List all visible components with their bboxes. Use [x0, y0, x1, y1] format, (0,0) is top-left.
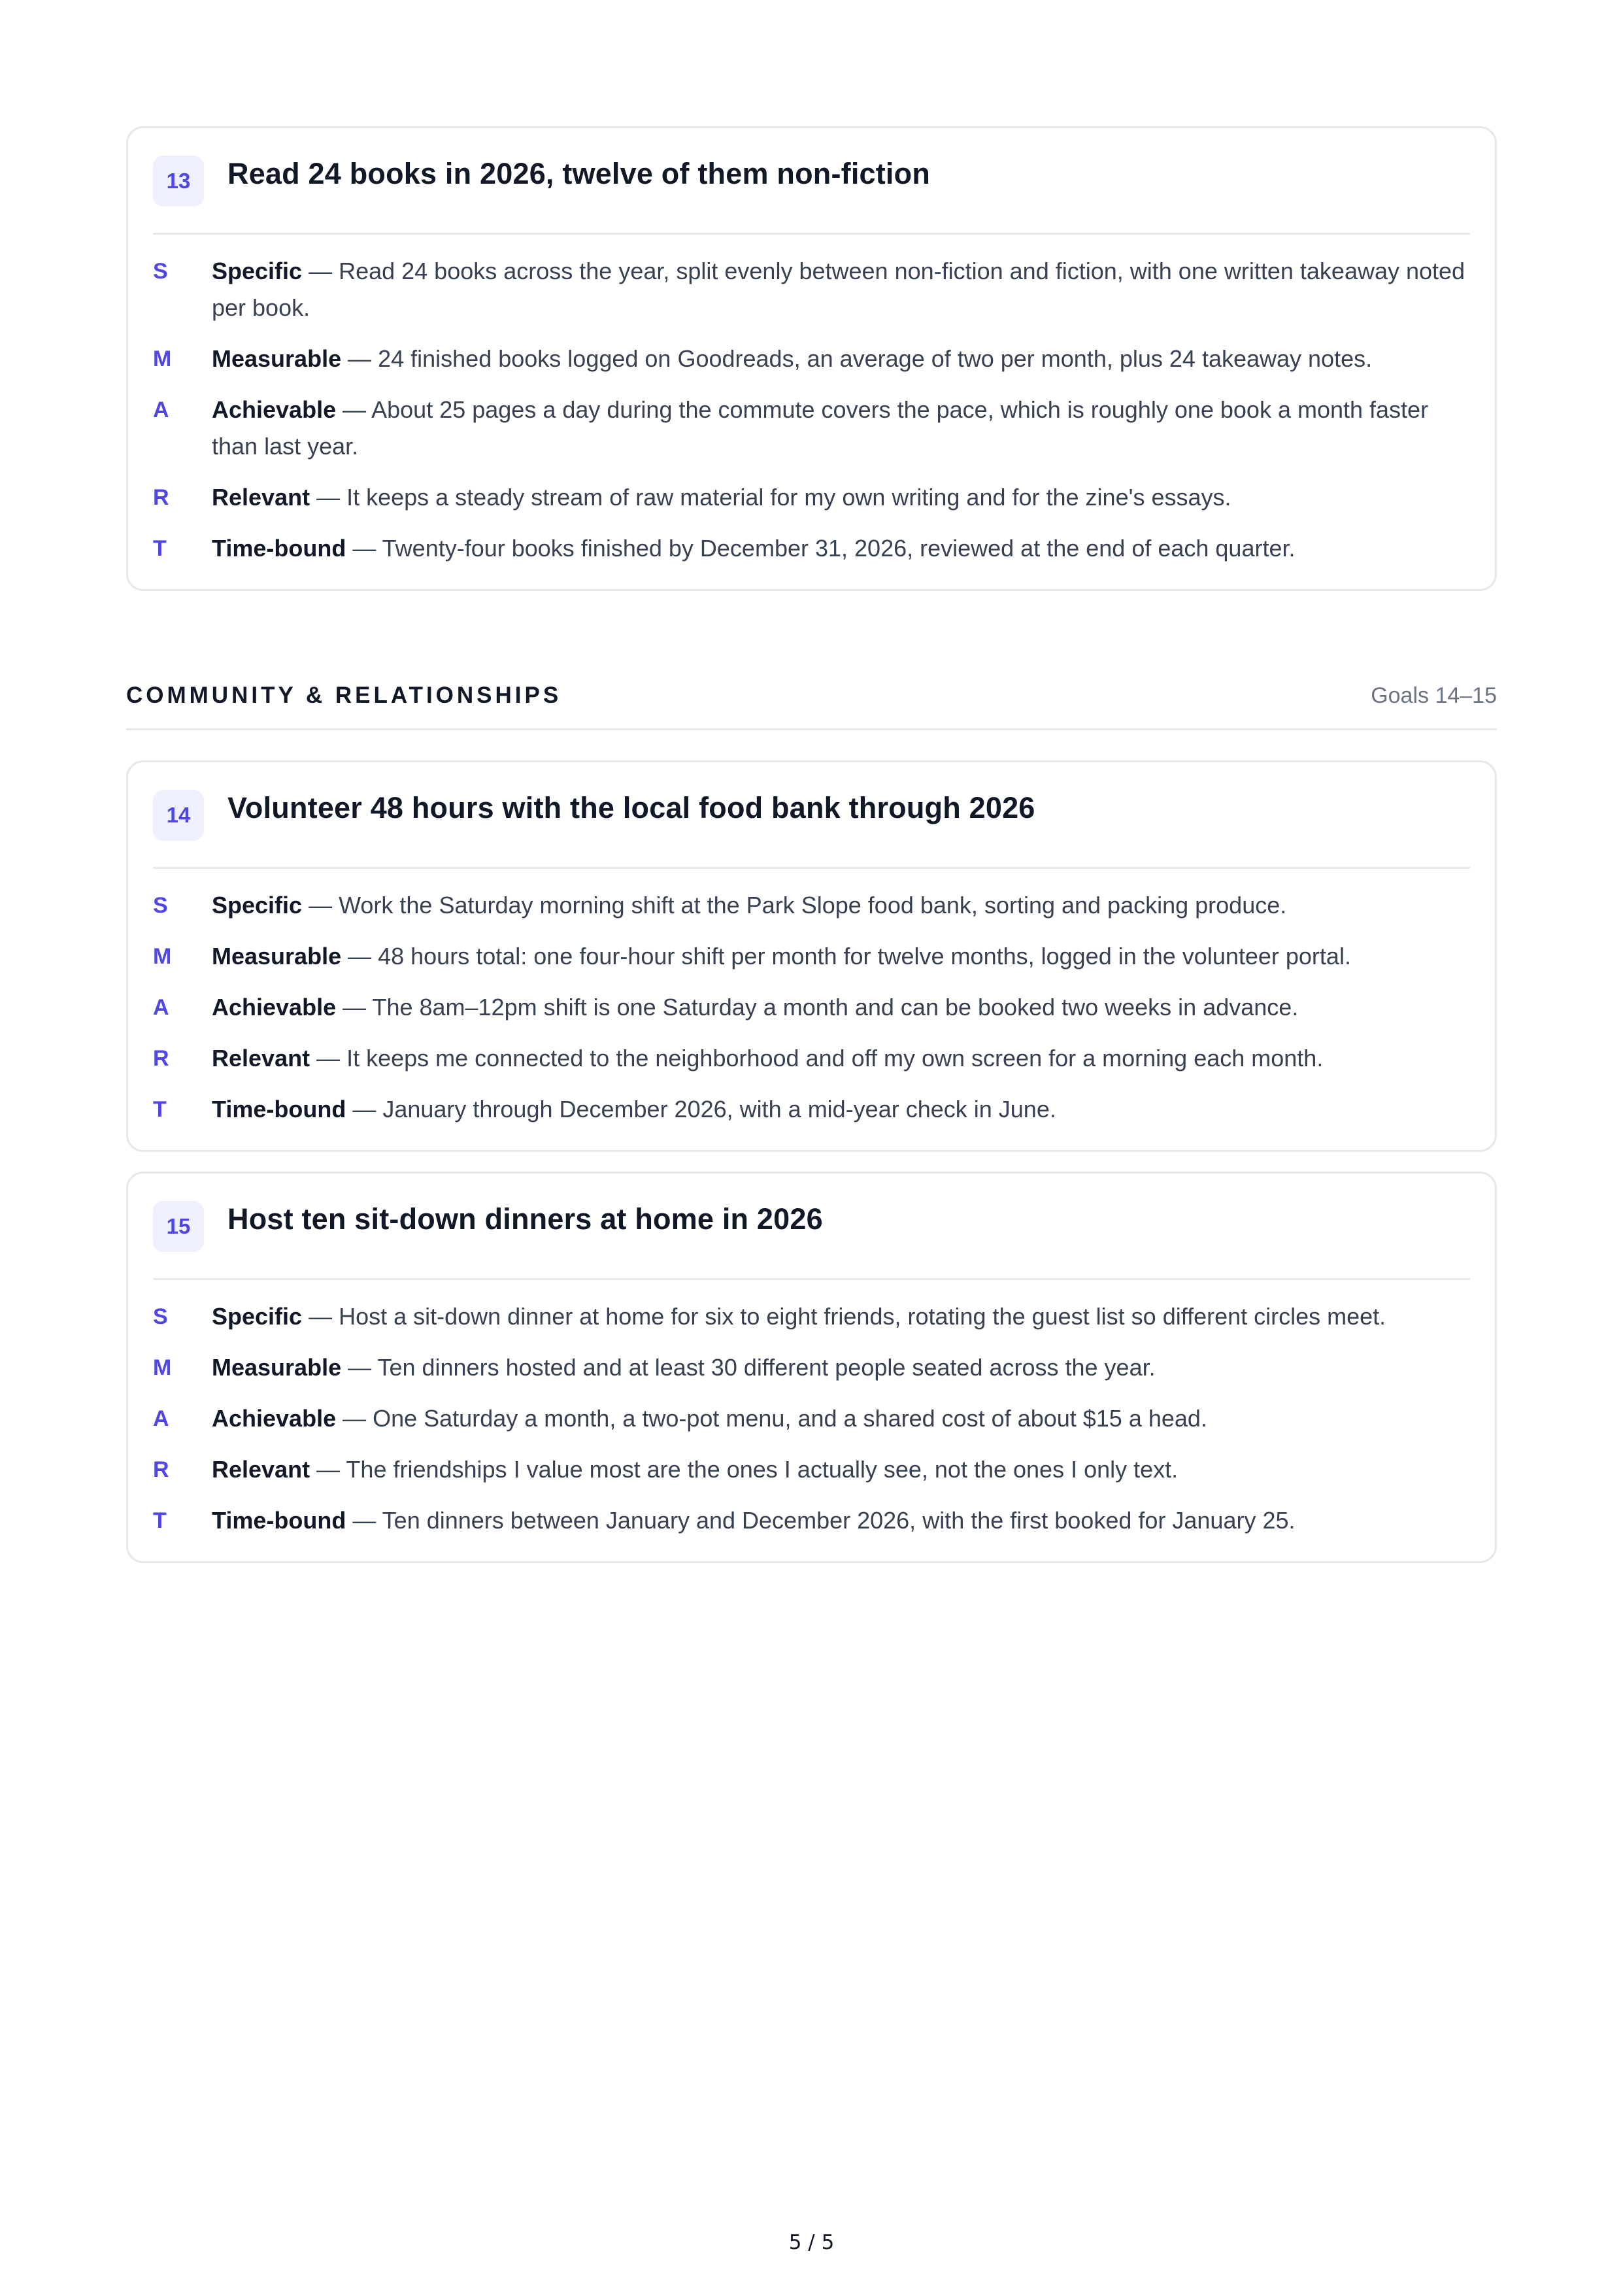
- smart-text: [212, 1040, 1470, 1077]
- smart-description: — January through December 2026, with a mid-year check in June.: [346, 1096, 1056, 1123]
- smart-letter: T: [153, 536, 167, 561]
- smart-label: Relevant: [212, 484, 310, 511]
- smart-description: — Work the Saturday morning shift at the Park Slope food bank, sorting and packing produce.: [302, 892, 1287, 919]
- smart-text: [212, 392, 1470, 465]
- goal-title: Read 24 books in 2026, twelve of them non-fiction: [227, 157, 931, 190]
- smart-description: — Ten dinners between January and December 2026, with the first booked for January 25.: [346, 1507, 1296, 1534]
- goal-card: [126, 1172, 1497, 1563]
- smart-row-specific: [153, 887, 1470, 924]
- goal-number-badge: 14: [153, 790, 204, 841]
- smart-letter: S: [153, 1304, 168, 1329]
- smart-letter: T: [153, 1097, 167, 1122]
- smart-row-achievable: [153, 392, 1470, 465]
- goal-card: [126, 126, 1497, 591]
- goal-number-badge: 15: [153, 1201, 204, 1252]
- smart-text: [212, 1298, 1470, 1335]
- smart-row-specific: [153, 1298, 1470, 1335]
- smart-letter: R: [153, 485, 169, 510]
- smart-description: — Ten dinners hosted and at least 30 different people seated across the year.: [341, 1354, 1156, 1381]
- smart-letter: A: [153, 1406, 169, 1431]
- smart-row-achievable: [153, 989, 1470, 1026]
- smart-row-relevant: [153, 1451, 1470, 1488]
- smart-text: [212, 1349, 1470, 1386]
- smart-text: [212, 479, 1470, 516]
- smart-criteria-list: [153, 253, 1470, 567]
- smart-description: — 48 hours total: one four-hour shift per month for twelve months, logged in the volunteer portal.: [341, 943, 1351, 970]
- smart-text: [212, 887, 1470, 924]
- smart-label: Relevant: [212, 1456, 310, 1483]
- smart-description: — About 25 pages a day during the commute covers the pace, which is roughly one book a month faster than last year.: [212, 396, 1429, 460]
- smart-text: [212, 341, 1470, 377]
- smart-text: [212, 1091, 1470, 1128]
- smart-description: — Read 24 books across the year, split evenly between non-fiction and fiction, with one written takeaway noted per book.: [212, 258, 1465, 321]
- smart-label: Specific: [212, 1303, 303, 1330]
- smart-label: Time-bound: [212, 535, 346, 562]
- goal-number-badge: 13: [153, 156, 204, 207]
- smart-text: [212, 989, 1470, 1026]
- smart-label: Measurable: [212, 1354, 342, 1381]
- smart-label: Time-bound: [212, 1096, 346, 1123]
- smart-text: [212, 938, 1470, 975]
- smart-row-measurable: [153, 938, 1470, 975]
- smart-description: — 24 finished books logged on Goodreads, an average of two per month, plus 24 takeaway notes.: [341, 345, 1373, 372]
- smart-text: [212, 253, 1470, 326]
- smart-label: Measurable: [212, 345, 342, 372]
- smart-description: — Host a sit-down dinner at home for six to eight friends, rotating the guest list so different circles meet.: [302, 1303, 1386, 1330]
- smart-description: — One Saturday a month, a two-pot menu, and a shared cost of about $15 a head.: [336, 1405, 1207, 1432]
- smart-row-achievable: [153, 1400, 1470, 1437]
- smart-label: Achievable: [212, 396, 337, 423]
- smart-letter: S: [153, 893, 168, 918]
- smart-letter: R: [153, 1457, 169, 1482]
- smart-label: Measurable: [212, 943, 342, 970]
- smart-description: — The 8am–12pm shift is one Saturday a month and can be booked two weeks in advance.: [336, 994, 1299, 1021]
- smart-letter: M: [153, 346, 172, 371]
- smart-criteria-list: [153, 1298, 1470, 1539]
- page-number: 5 / 5: [788, 2231, 835, 2254]
- smart-label: Achievable: [212, 994, 337, 1021]
- smart-row-specific: [153, 253, 1470, 326]
- smart-letter: T: [153, 1508, 167, 1533]
- smart-letter: S: [153, 259, 168, 284]
- smart-letter: A: [153, 397, 169, 422]
- smart-text: [212, 1502, 1470, 1539]
- smart-description: — It keeps me connected to the neighborhood and off my own screen for a morning each month.: [310, 1045, 1324, 1072]
- smart-description: — The friendships I value most are the ones I actually see, not the ones I only text.: [310, 1456, 1179, 1483]
- section-title: COMMUNITY & RELATIONSHIPS: [126, 683, 562, 708]
- smart-text: [212, 1400, 1470, 1437]
- smart-row-measurable: [153, 1349, 1470, 1386]
- smart-row-time-bound: [153, 1502, 1470, 1539]
- smart-label: Achievable: [212, 1405, 337, 1432]
- smart-row-relevant: [153, 479, 1470, 516]
- smart-label: Relevant: [212, 1045, 310, 1072]
- goal-header: [153, 152, 1470, 235]
- section-goal-range: Goals 14–15: [1371, 683, 1497, 708]
- smart-row-measurable: [153, 341, 1470, 377]
- smart-description: — It keeps a steady stream of raw material for my own writing and for the zine's essays.: [310, 484, 1231, 511]
- smart-label: Specific: [212, 892, 303, 919]
- smart-letter: R: [153, 1046, 169, 1071]
- smart-description: — Twenty-four books finished by December 31, 2026, reviewed at the end of each quarter.: [346, 535, 1296, 562]
- smart-text: [212, 1451, 1470, 1488]
- goal-header: [153, 1197, 1470, 1280]
- goal-header: [153, 786, 1470, 869]
- smart-label: Specific: [212, 258, 303, 284]
- smart-letter: A: [153, 995, 169, 1020]
- smart-row-time-bound: [153, 1091, 1470, 1128]
- smart-row-relevant: [153, 1040, 1470, 1077]
- page-content: [126, 126, 1497, 1563]
- smart-label: Time-bound: [212, 1507, 346, 1534]
- smart-letter: M: [153, 1355, 172, 1380]
- goal-title: Volunteer 48 hours with the local food bank through 2026: [227, 791, 1035, 824]
- smart-criteria-list: [153, 887, 1470, 1128]
- section-header: [126, 683, 1497, 730]
- smart-row-time-bound: [153, 530, 1470, 567]
- goal-card: [126, 760, 1497, 1152]
- goal-title: Host ten sit-down dinners at home in 2026: [227, 1202, 823, 1236]
- smart-letter: M: [153, 944, 172, 969]
- smart-text: [212, 530, 1470, 567]
